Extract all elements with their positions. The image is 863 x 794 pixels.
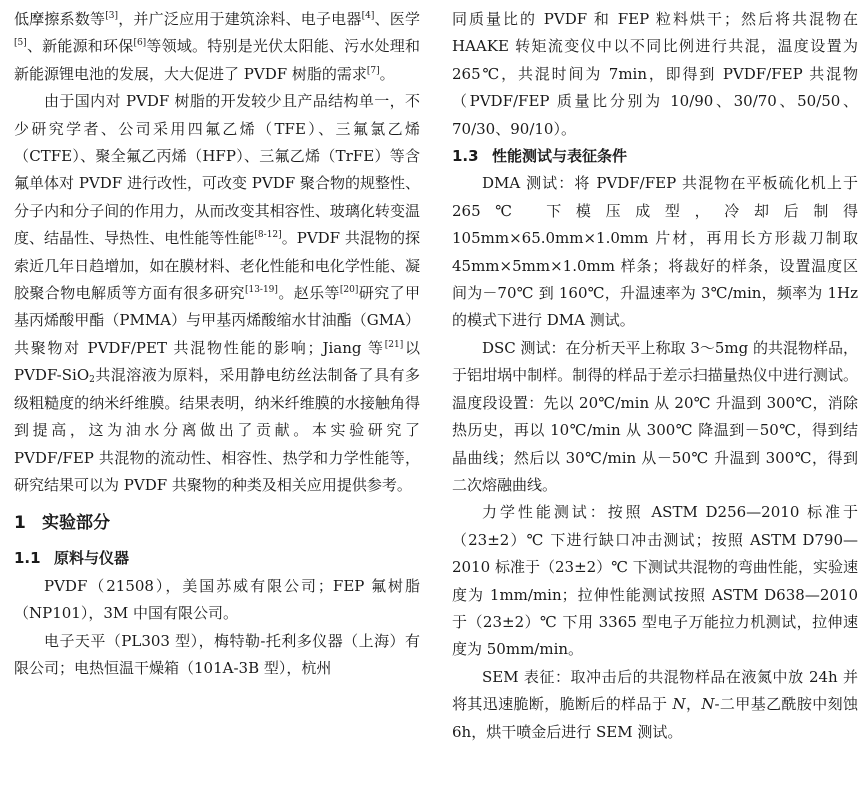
paragraph-instruments: 电子天平（PL303 型），梅特勒-托利多仪器（上海）有限公司；电热恒温干燥箱（101A-3B 型），杭州 <box>14 631 420 677</box>
citation-ref: [6] <box>133 38 147 49</box>
citation-ref: [7] <box>366 65 380 76</box>
citation-ref: [21] <box>384 339 404 350</box>
italic-n: N <box>701 695 715 714</box>
paragraph-sem-test: SEM 表征：取冲击后的共混物样品在液氮中放 24h 并将其迅速脆断，脆断后的样品于 N，N-二甲基乙酰胺中刻蚀 6h，烘干喷金后进行 SEM 测试。 <box>452 667 858 741</box>
right-column <box>452 6 858 746</box>
italic-n: N <box>672 695 686 714</box>
subsection-title: 性能测试与表征条件 <box>492 147 628 166</box>
paragraph-blending: 同质量比的 PVDF 和 FEP 粒料烘干；然后将共混物在 HAAKE 转矩流变仪中以不同比例进行共混，温度设置为 265℃，共混时间为 7min，即得到 PVDF/FEP 共混物（PVDF/FEP 质量比分别为 10/90、30/70、50/50、70/30、90/10）。 <box>452 10 858 138</box>
section-heading-experimental <box>14 509 420 537</box>
subsection-title: 原料与仪器 <box>54 549 130 568</box>
subsection-number: 1.1 <box>14 549 41 568</box>
citation-ref: [8-12] <box>254 230 282 241</box>
subsection-number: 1.3 <box>452 147 479 166</box>
paragraph-applications: 低摩擦系数等[3]，并广泛应用于建筑涂料、电子电器[4]、医学[5]、新能源和环保[6]等领域。特别是光伏太阳能、污水处理和新能源锂电池的发展，大大促进了 PVDF 树脂的需求[7]。 <box>14 10 420 83</box>
paragraph-modification-research: 由于国内对 PVDF 树脂的开发较少且产品结构单一，不少研究学者、公司采用四氟乙烯（TFE）、三氟氯乙烯（CTFE）、聚全氟乙丙烯（HFP）、三氟乙烯（TrFE）等含氟单体对 PVDF 进行改性，可改变 PVDF 聚合物的规整性、分子内和分子间的作用力，从而改变其相容性、玻璃化转变温度、结晶性、导热性、电性能等性能[8-12]。PVDF 共混物的探索近几年日趋增加，如在膜材料、老化性能和电化学性能、凝胶聚合物电解质等方面有很多研究[13-19]。赵乐等[20]研究了甲基丙烯酸甲酯（PMMA）与甲基丙烯酸缩水甘油酯（GMA）共聚物对 PVDF/PET 共混物性能的影响；Jiang 等[21]以 PVDF-SiO$_2$共混溶液为原料，采用静电纺丝法制备了具有多级粗糙度的纳米纤维膜。结果表明，纳米纤维膜的水接触角得到提高，这为油水分离做出了贡献。本实验研究了 PVDF/FEP 共混物的流动性、相容性、热学和力学性能等，研究结果可以为 PVDF 共聚物的种类及相关应用提供参考。 <box>14 92 420 494</box>
subsection-heading-testing <box>452 143 858 170</box>
citation-ref: [4] <box>361 11 375 21</box>
paragraph-mechanical-test: 力学性能测试：按照 ASTM D256—2010 标准于（23±2）℃ 下进行缺口冲击测试；按照 ASTM D790—2010 标准于（23±2）℃ 下测试共混物的弯曲性能，实验速度为 1mm/min；拉伸性能测试按照 ASTM D638—2010 于（23±2）℃ 下用 3365 型电子万能拉力机测试，拉伸速度为 50mm/min。 <box>452 503 858 659</box>
subscript: 2 <box>89 375 95 386</box>
citation-ref: [20] <box>339 285 359 296</box>
citation-ref: [3] <box>105 11 119 21</box>
paragraph-dsc-test: DSC 测试：在分析天平上称取 3～5mg 的共混物样品，于铝坩埚中制样。制得的样品于差示扫描量热仪中进行测试。温度段设置：先以 20℃/min 从 20℃ 升温到 300℃，消除热历史，再以 10℃/min 从 300℃ 降温到－50℃，得到结晶曲线；然后以 30℃/min 从－50℃ 升温到 300℃，得到二次熔融曲线。 <box>452 338 858 494</box>
left-column <box>14 6 420 682</box>
citation-ref: [5] <box>14 38 27 49</box>
subsection-heading-materials <box>14 545 420 572</box>
section-number: 1 <box>14 513 26 534</box>
paragraph-dma-test: DMA 测试：将 PVDF/FEP 共混物在平板硫化机上于 265℃ 下模压成型，冷却后制得 105mm×65.0mm×1.0mm 片材，再用长方形裁刀制取 45mm×5mm×1.0mm 样条；将裁好的样条，设置温度区间为－70℃ 到 160℃，升温速率为 3℃/min，频率为 1Hz 的模式下进行 DMA 测试。 <box>452 174 858 330</box>
paragraph-materials: PVDF（21508），美国苏威有限公司；FEP 氟树脂（NP101），3M 中国有限公司。 <box>14 576 420 623</box>
citation-ref: [13-19] <box>244 285 278 296</box>
section-title: 实验部分 <box>42 513 110 534</box>
